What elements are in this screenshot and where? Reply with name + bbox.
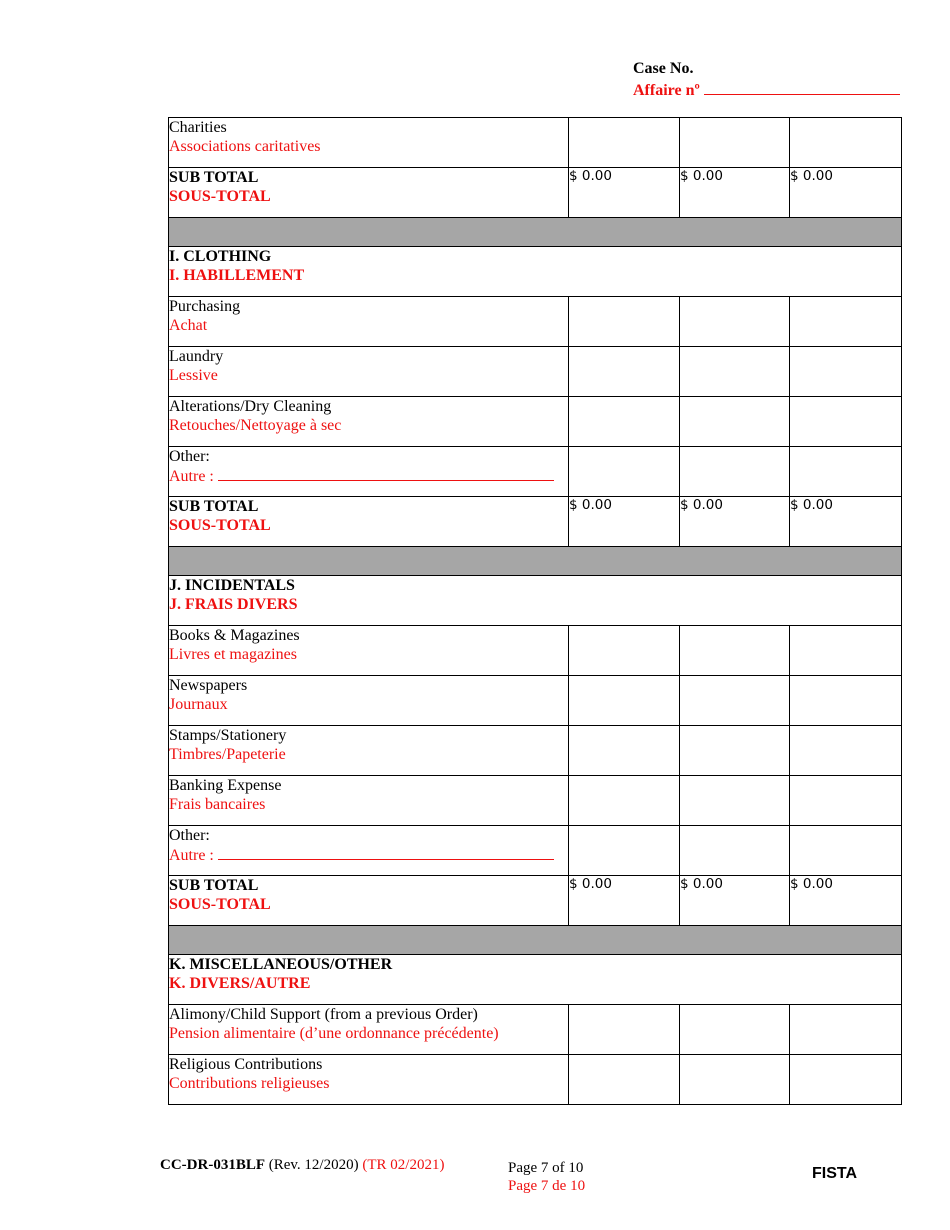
row-label	[169, 826, 569, 876]
row-label	[169, 726, 569, 776]
case-label-fr-text: Affaire nº	[633, 82, 700, 99]
row-label	[169, 297, 569, 347]
row-label-fr: Livres et magazines	[169, 646, 297, 663]
subtotal-label	[169, 168, 569, 218]
case-label-fr	[633, 79, 900, 101]
amount-cell[interactable]	[680, 447, 790, 497]
row-label-fr: Lessive	[169, 367, 218, 384]
section-title	[169, 955, 902, 1005]
row-label-en: Religious Contributions	[169, 1056, 323, 1073]
section-separator	[169, 218, 902, 247]
page-number-en: Page 7 of 10	[508, 1160, 584, 1176]
amount-cell[interactable]	[569, 118, 680, 168]
page-number-fr: Page 7 de 10	[508, 1178, 586, 1194]
subtotal-row	[169, 168, 902, 218]
row-label	[169, 347, 569, 397]
other-label-fr: Autre :	[169, 468, 214, 485]
page-number	[508, 1159, 585, 1195]
form-id: CC-DR-031BLF	[160, 1157, 265, 1173]
row-label-fr: Pension alimentaire (d’une ordonnance précédente)	[169, 1025, 499, 1042]
amount-cell[interactable]	[790, 676, 902, 726]
row-label-en: Newspapers	[169, 677, 248, 694]
amount-cell[interactable]	[790, 397, 902, 447]
row-label-fr	[169, 466, 568, 486]
amount-cell[interactable]	[680, 118, 790, 168]
amount-cell[interactable]	[680, 297, 790, 347]
row-label	[169, 397, 569, 447]
subtotal-row	[169, 497, 902, 547]
section-separator	[169, 547, 902, 576]
row-label-fr: Achat	[169, 317, 208, 334]
section-separator	[169, 926, 902, 955]
section-title-en: I. CLOTHING	[169, 248, 272, 265]
table-row	[169, 297, 902, 347]
row-label	[169, 626, 569, 676]
subtotal-amount: $ 0.00	[680, 168, 790, 218]
subtotal-label-fr: SOUS-TOTAL	[169, 517, 271, 534]
row-label-en: Alterations/Dry Cleaning	[169, 398, 332, 415]
amount-cell[interactable]	[790, 726, 902, 776]
row-label	[169, 118, 569, 168]
row-label-en: Banking Expense	[169, 777, 282, 794]
subtotal-amount: $ 0.00	[569, 876, 680, 926]
form-translation-revision: (TR 02/2021)	[362, 1157, 445, 1173]
table-row	[169, 676, 902, 726]
amount-cell[interactable]	[790, 118, 902, 168]
other-label-fr: Autre :	[169, 847, 214, 864]
expense-table	[168, 117, 902, 1105]
amount-cell[interactable]	[569, 726, 680, 776]
row-label-fr: Associations caritatives	[169, 138, 321, 155]
subtotal-label	[169, 876, 569, 926]
subtotal-amount: $ 0.00	[569, 168, 680, 218]
row-label	[169, 447, 569, 497]
amount-cell[interactable]	[569, 397, 680, 447]
amount-cell[interactable]	[790, 1055, 902, 1105]
section-title	[169, 247, 902, 297]
subtotal-label-en: SUB TOTAL	[169, 169, 259, 186]
row-label-en: Alimony/Child Support (from a previous Order)	[169, 1006, 478, 1023]
subtotal-label-en: SUB TOTAL	[169, 877, 259, 894]
table-row	[169, 776, 902, 826]
section-title-en: K. MISCELLANEOUS/OTHER	[169, 956, 393, 973]
section-title	[169, 576, 902, 626]
subtotal-amount: $ 0.00	[680, 876, 790, 926]
section-header	[169, 955, 902, 1005]
section-title-fr: I. HABILLEMENT	[169, 267, 305, 284]
fista-label: FISTA	[812, 1165, 858, 1182]
amount-cell[interactable]	[680, 676, 790, 726]
subtotal-amount: $ 0.00	[790, 168, 902, 218]
amount-cell[interactable]	[569, 347, 680, 397]
subtotal-amount: $ 0.00	[790, 876, 902, 926]
section-title-en: J. INCIDENTALS	[169, 577, 295, 594]
case-label: Case No.	[633, 60, 694, 77]
row-label-en: Other:	[169, 827, 210, 844]
table-row	[169, 118, 902, 168]
amount-cell[interactable]	[790, 626, 902, 676]
other-field[interactable]	[218, 845, 554, 860]
row-label-fr: Contributions religieuses	[169, 1075, 330, 1092]
subtotal-amount: $ 0.00	[790, 497, 902, 547]
subtotal-label-fr: SOUS-TOTAL	[169, 896, 271, 913]
amount-cell[interactable]	[569, 1005, 680, 1055]
amount-cell[interactable]	[790, 447, 902, 497]
row-label-en: Laundry	[169, 348, 224, 365]
row-label	[169, 676, 569, 726]
amount-cell[interactable]	[569, 776, 680, 826]
form-revision: (Rev. 12/2020)	[268, 1157, 359, 1173]
table-row	[169, 1055, 902, 1105]
form-identifier	[160, 1157, 444, 1174]
row-label-en: Charities	[169, 119, 227, 136]
table-row	[169, 626, 902, 676]
row-label	[169, 1055, 569, 1105]
table-row	[169, 726, 902, 776]
amount-cell[interactable]	[569, 447, 680, 497]
amount-cell[interactable]	[680, 1005, 790, 1055]
table-row	[169, 347, 902, 397]
section-header	[169, 247, 902, 297]
table-row	[169, 447, 902, 497]
amount-cell[interactable]	[790, 776, 902, 826]
table-row	[169, 826, 902, 876]
amount-cell[interactable]	[680, 776, 790, 826]
amount-cell[interactable]	[569, 676, 680, 726]
row-label-fr: Retouches/Nettoyage à sec	[169, 417, 342, 434]
subtotal-label-fr: SOUS-TOTAL	[169, 188, 271, 205]
amount-cell[interactable]	[569, 826, 680, 876]
subtotal-amount: $ 0.00	[680, 497, 790, 547]
table-row	[169, 1005, 902, 1055]
amount-cell[interactable]	[790, 347, 902, 397]
amount-cell[interactable]	[790, 297, 902, 347]
case-number-header	[633, 59, 900, 101]
row-label-en: Purchasing	[169, 298, 241, 315]
subtotal-amount: $ 0.00	[569, 497, 680, 547]
row-label-fr: Timbres/Papeterie	[169, 746, 286, 763]
section-header	[169, 576, 902, 626]
table-row	[169, 397, 902, 447]
amount-cell[interactable]	[569, 297, 680, 347]
row-label-en: Books & Magazines	[169, 627, 300, 644]
row-label-en: Stamps/Stationery	[169, 727, 287, 744]
row-label-fr: Frais bancaires	[169, 796, 266, 813]
amount-cell[interactable]	[680, 1055, 790, 1105]
subtotal-label-en: SUB TOTAL	[169, 498, 259, 515]
section-title-fr: K. DIVERS/AUTRE	[169, 975, 311, 992]
other-field[interactable]	[218, 466, 554, 481]
row-label-fr: Journaux	[169, 696, 228, 713]
amount-cell[interactable]	[790, 826, 902, 876]
row-label	[169, 1005, 569, 1055]
amount-cell[interactable]	[569, 626, 680, 676]
amount-cell[interactable]	[680, 826, 790, 876]
row-label-en: Other:	[169, 448, 210, 465]
amount-cell[interactable]	[680, 347, 790, 397]
section-title-fr: J. FRAIS DIVERS	[169, 596, 298, 613]
amount-cell[interactable]	[569, 1055, 680, 1105]
amount-cell[interactable]	[680, 626, 790, 676]
amount-cell[interactable]	[790, 1005, 902, 1055]
row-label-fr	[169, 845, 568, 865]
subtotal-row	[169, 876, 902, 926]
row-label	[169, 776, 569, 826]
case-number-field[interactable]	[704, 79, 900, 95]
amount-cell[interactable]	[680, 397, 790, 447]
amount-cell[interactable]	[680, 726, 790, 776]
subtotal-label	[169, 497, 569, 547]
